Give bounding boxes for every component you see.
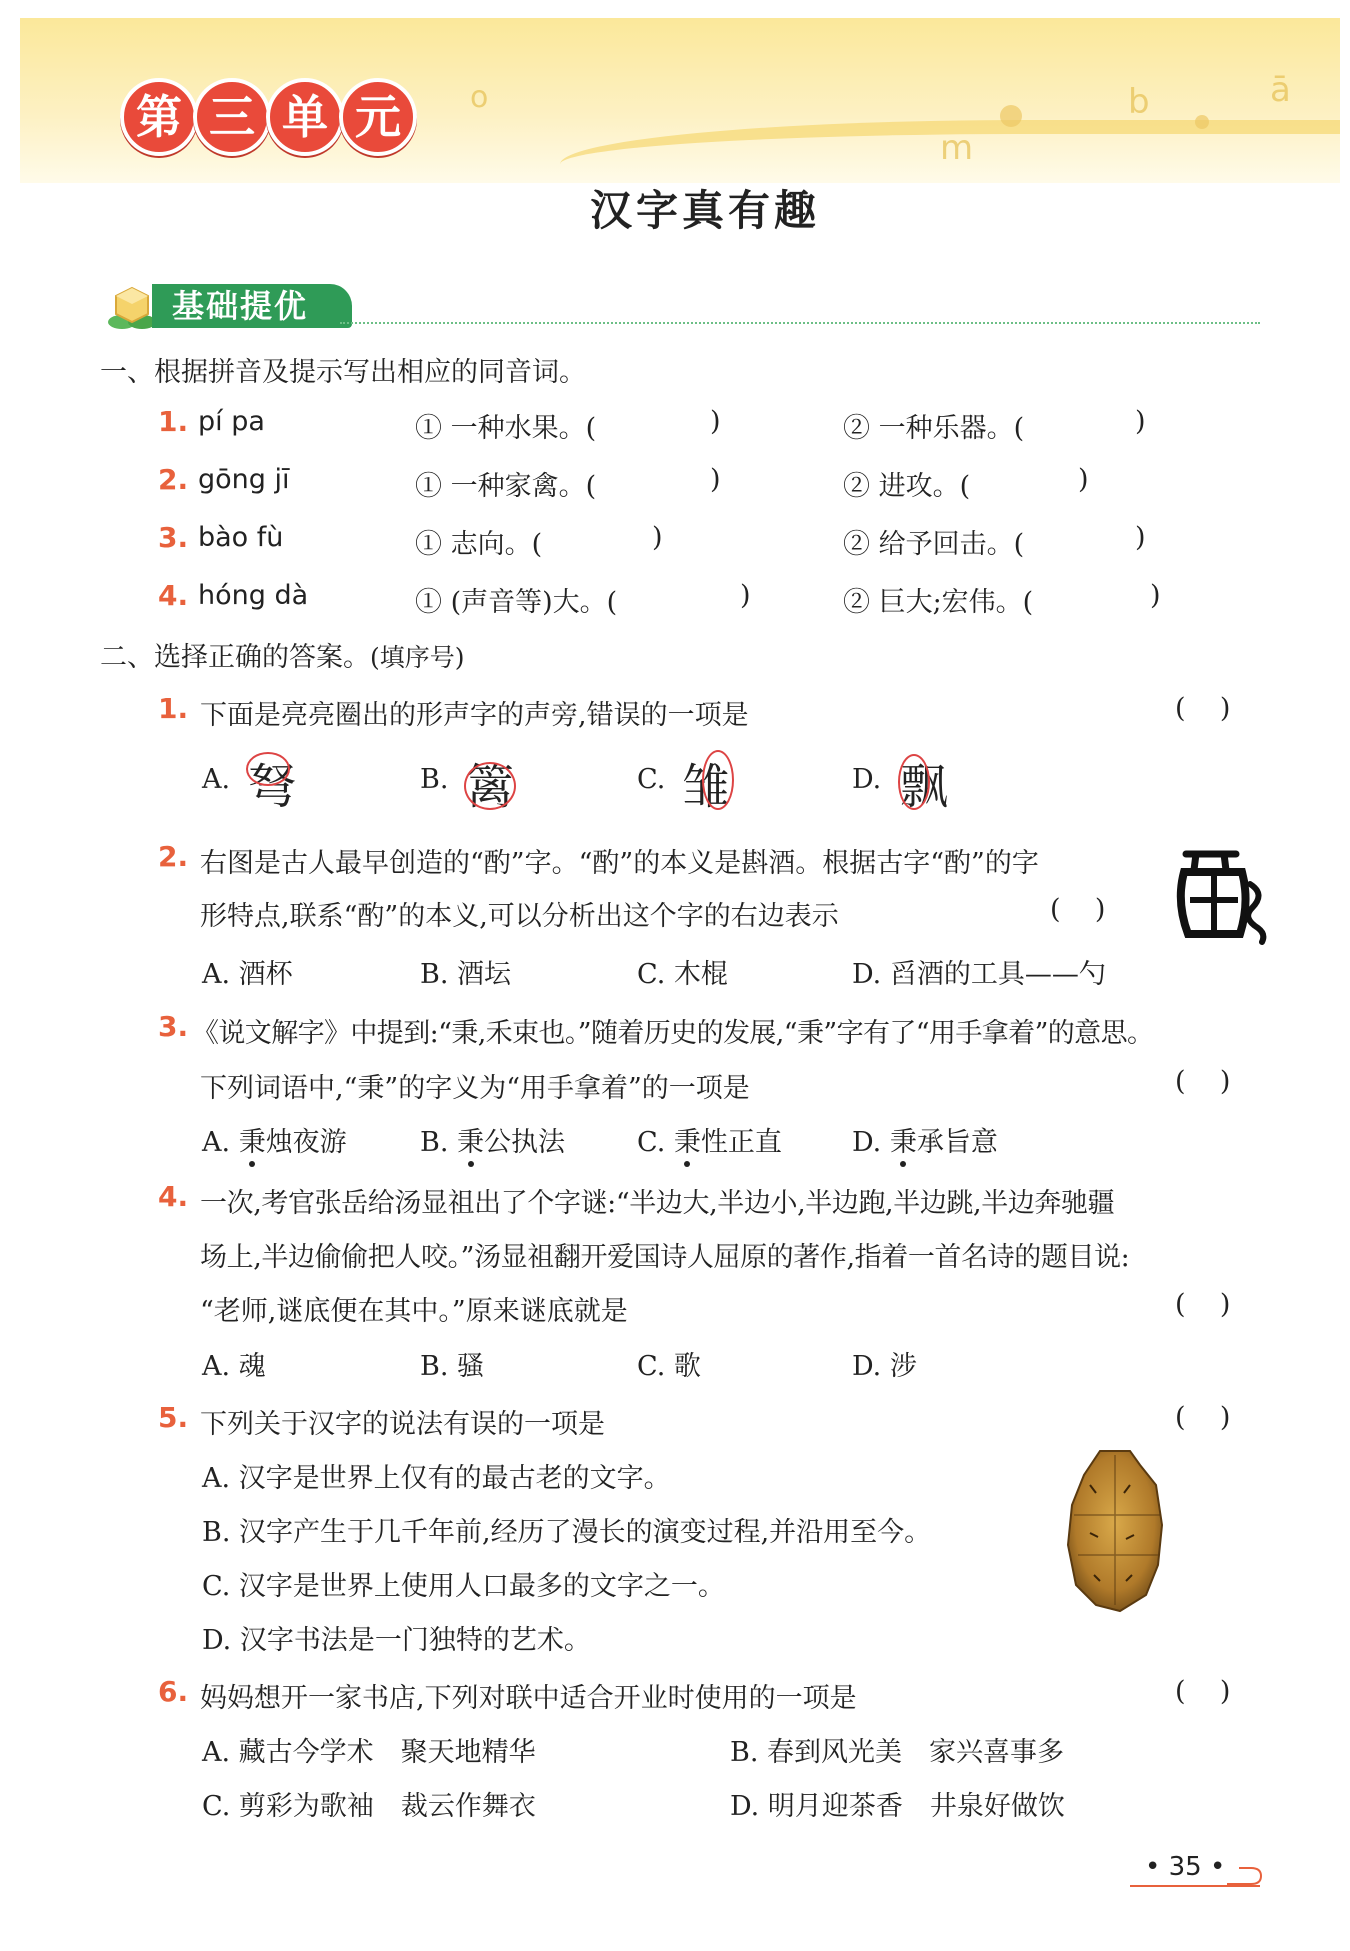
option-char: 雏 <box>682 759 731 815</box>
option-rest: 性正直 <box>700 1127 782 1158</box>
pinyin: pí pa <box>198 406 265 437</box>
unit-badge-char: 三 <box>193 78 271 156</box>
option <box>420 1120 565 1159</box>
question-text: 下列关于汉字的说法有误的一项是 <box>200 1409 605 1440</box>
clue-b: ② 巨大;宏伟。( <box>843 587 1034 618</box>
clue-a: ① 一种水果。( <box>415 413 597 444</box>
question-one-heading: 一、根据拼音及提示写出相应的同音词。 <box>100 357 586 388</box>
option: D. 汉字书法是一门独特的艺术。 <box>202 1625 591 1656</box>
option-rest: 承旨意 <box>916 1127 998 1158</box>
option-key: A. <box>202 764 231 795</box>
answer-paren[interactable]: ( ) <box>1175 1289 1231 1320</box>
banner-dot <box>1195 115 1209 129</box>
option-char: 飘 <box>900 759 949 815</box>
option: A. 酒杯 <box>202 959 293 990</box>
question-text-line2: 形特点,联系“酌”的本义,可以分析出这个字的右边表示 <box>200 901 839 932</box>
option-char: 弩 <box>248 759 297 815</box>
radical-circle <box>246 752 290 786</box>
option: A. 魂 <box>202 1351 266 1382</box>
clue-b: ② 给予回击。( <box>843 529 1025 560</box>
section-tag <box>104 282 358 330</box>
option-key: D. <box>852 1127 882 1158</box>
dotted-char: 秉 <box>457 1120 484 1159</box>
dotted-char: 秉 <box>239 1120 266 1159</box>
question-text-line1: 一次,考官张岳给汤显祖出了个字谜:“半边大,半边小,半边跑,半边跳,半边奔驰疆 <box>200 1188 1115 1219</box>
answer-paren[interactable]: ( ) <box>1175 1676 1231 1707</box>
item-number: 1. <box>158 405 189 438</box>
option: C. 汉字是世界上使用人口最多的文字之一。 <box>202 1571 725 1602</box>
radical-circle <box>702 750 734 810</box>
question-text-line3: “老师,谜底便在其中。”原来谜底就是 <box>200 1296 628 1327</box>
clue-a: ① 志向。( <box>415 529 543 560</box>
option: D. 涉 <box>852 1351 917 1382</box>
option: C. 歌 <box>637 1351 701 1382</box>
option-key: B. <box>420 764 449 795</box>
option: A. 藏古今学术 聚天地精华 <box>202 1737 536 1768</box>
banner-letter-b: b <box>1128 82 1150 122</box>
option-key: D. <box>852 764 882 795</box>
banner-letter-a-macron: ā <box>1270 70 1291 110</box>
answer-paren[interactable]: ( ) <box>1175 1066 1231 1097</box>
option: C. 木棍 <box>637 959 728 990</box>
item-number: 2. <box>158 840 189 873</box>
clue-b: ② 进攻。( <box>843 471 971 502</box>
option <box>852 1120 998 1159</box>
clue-b-close: ) <box>1135 406 1146 437</box>
option: B. 酒坛 <box>420 959 512 990</box>
option-key: C. <box>637 764 666 795</box>
option <box>637 1120 782 1159</box>
item-number: 3. <box>158 1010 189 1043</box>
item-number: 2. <box>158 463 189 496</box>
pinyin: gōng jī <box>198 464 290 495</box>
unit-badge-char: 第 <box>120 78 198 156</box>
banner-letter-o: o <box>470 80 489 115</box>
answer-paren[interactable]: ( ) <box>1050 894 1106 925</box>
option: D. 明月迎茶香 井泉好做饮 <box>730 1791 1065 1822</box>
item-number: 4. <box>158 579 189 612</box>
unit-badge-char: 元 <box>339 78 417 156</box>
option-rest: 烛夜游 <box>265 1127 347 1158</box>
page-title: 汉字真有趣 <box>589 186 820 235</box>
question-text: 妈妈想开一家书店,下列对联中适合开业时使用的一项是 <box>200 1683 857 1714</box>
answer-paren[interactable]: ( ) <box>1175 1402 1231 1433</box>
clue-a: ① 一种家禽。( <box>415 471 597 502</box>
section-title: 基础提优 <box>172 287 309 325</box>
option-char: 篱 <box>466 759 515 815</box>
option-key: C. <box>637 1127 666 1158</box>
option: A. 汉字是世界上仅有的最古老的文字。 <box>202 1463 671 1494</box>
pinyin: hóng dà <box>198 580 309 611</box>
option: B. 春到风光美 家兴喜事多 <box>730 1737 1065 1768</box>
item-number: 5. <box>158 1401 189 1434</box>
option: C. 剪彩为歌袖 裁云作舞衣 <box>202 1791 536 1822</box>
option: B. 骚 <box>420 1351 485 1382</box>
question-two-heading <box>100 635 465 674</box>
question-text-line1: 右图是古人最早创造的“酌”字。“酌”的本义是斟酒。根据古字“酌”的字 <box>200 848 1039 879</box>
dotted-char: 秉 <box>674 1120 701 1159</box>
oracle-bone-image <box>1060 1445 1170 1615</box>
item-number: 4. <box>158 1180 189 1213</box>
option-rest: 公执法 <box>484 1127 566 1158</box>
section-divider <box>340 322 1260 324</box>
banner-letter-m: m <box>940 128 974 168</box>
item-number: 1. <box>158 692 189 725</box>
clue-a: ① (声音等)大。( <box>415 587 618 618</box>
page-number: • 35 • <box>1145 1852 1226 1882</box>
clue-a-close: ) <box>710 406 721 437</box>
item-number: 3. <box>158 521 189 554</box>
clue-b-close: ) <box>1150 580 1161 611</box>
heading-note: (填序号) <box>370 643 465 672</box>
page-curl-icon <box>1225 1862 1265 1888</box>
clue-a-close: ) <box>652 522 663 553</box>
question-text-line1: 《说文解字》中提到:“秉,禾束也。”随着历史的发展,“秉”字有了“用手拿着”的意思。 <box>192 1018 1154 1049</box>
clue-b-close: ) <box>1135 522 1146 553</box>
option-key: B. <box>420 1127 449 1158</box>
answer-paren[interactable]: ( ) <box>1175 693 1231 724</box>
question-text: 下面是亮亮圈出的形声字的声旁,错误的一项是 <box>200 700 749 731</box>
banner-dot <box>1000 105 1022 127</box>
item-number: 6. <box>158 1675 189 1708</box>
question-text-line2: 下列词语中,“秉”的字义为“用手拿着”的一项是 <box>200 1073 750 1104</box>
heading-text: 二、选择正确的答案。 <box>100 642 370 673</box>
unit-badge-char: 单 <box>266 78 344 156</box>
pinyin: bào fù <box>198 522 284 553</box>
radical-circle <box>898 754 930 810</box>
option: B. 汉字产生于几千年前,经历了漫长的演变过程,并沿用至今。 <box>202 1517 932 1548</box>
clue-a-close: ) <box>710 464 721 495</box>
dotted-char: 秉 <box>890 1120 917 1159</box>
clue-b-close: ) <box>1078 464 1089 495</box>
question-text-line2: 场上,半边偷偷把人咬。”汤显祖翻开爱国诗人屈原的著作,指着一首名诗的题目说: <box>200 1242 1130 1273</box>
clue-b: ② 一种乐器。( <box>843 413 1025 444</box>
option <box>202 1120 347 1159</box>
option: D. 舀酒的工具——勺 <box>852 959 1106 990</box>
clue-a-close: ) <box>740 580 751 611</box>
radical-circle <box>464 762 516 810</box>
ancient-zhuo-character-image <box>1166 842 1270 948</box>
option-key: A. <box>202 1127 231 1158</box>
